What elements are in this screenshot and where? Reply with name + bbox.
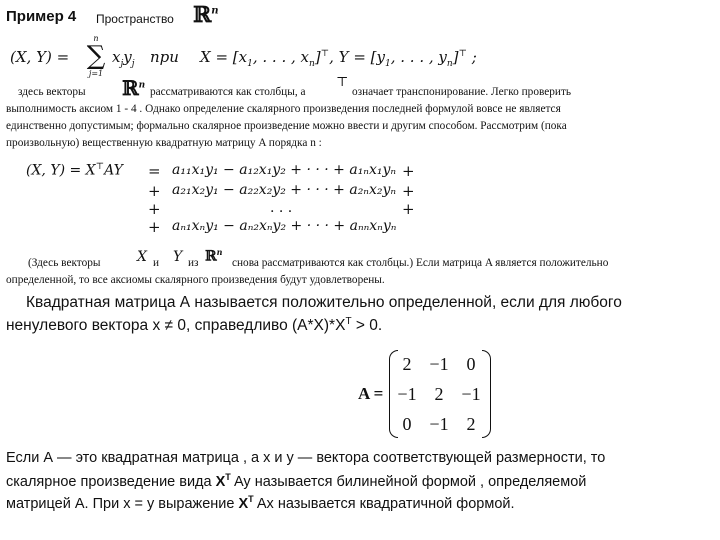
matrix-cell: 2: [434, 384, 444, 404]
matrix-cell: 0: [402, 414, 412, 434]
space-label: Пространство: [96, 12, 174, 26]
matrix-label: A =: [358, 384, 384, 403]
space-symbol: ℝ$^n$: [193, 2, 219, 28]
sum-operator: n ∑ j=1: [86, 34, 106, 78]
matrix-cell: 2: [466, 414, 476, 434]
matrix-cell: −1: [397, 384, 417, 404]
matrix-cell: 0: [466, 354, 476, 374]
matrix-cell: 2: [402, 354, 412, 374]
matrix-cell: −1: [429, 354, 449, 374]
matrix-cell: −1: [461, 384, 481, 404]
example-title: Пример 4: [6, 8, 77, 25]
vector-definitions: $X = [x_1$, . . . , $x_n]^⊤$, $Y = [y_1$, . . . , $y_n]^⊤$ ;: [200, 48, 477, 69]
matrix-cell: −1: [429, 414, 449, 434]
